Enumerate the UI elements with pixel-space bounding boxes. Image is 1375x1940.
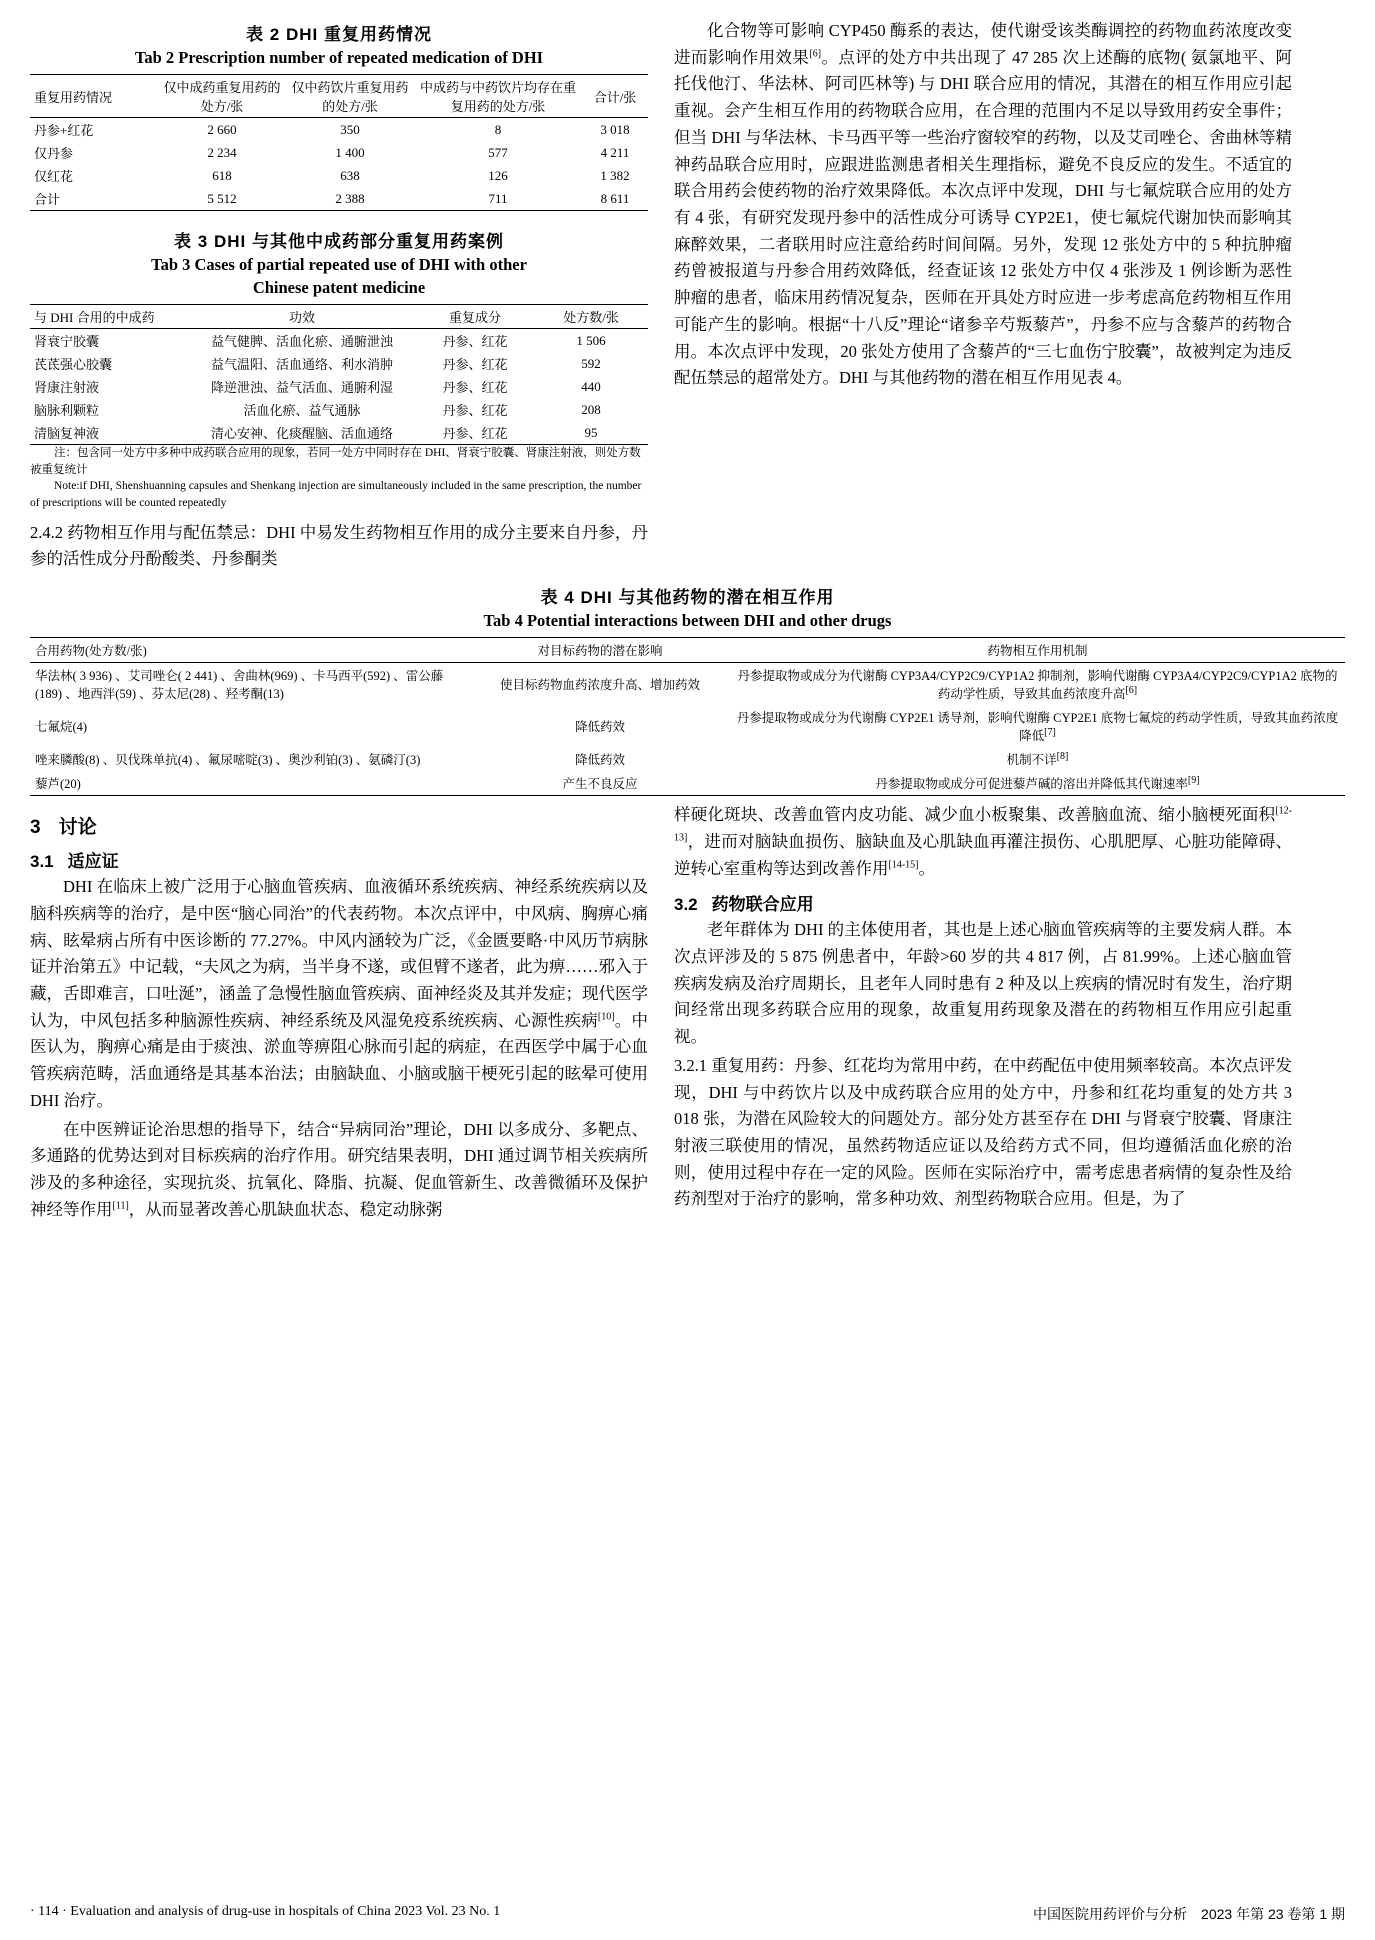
table4-header-cell: 对目标药物的潜在影响 bbox=[470, 638, 730, 663]
table-row bbox=[30, 329, 648, 353]
table4-cell-effect: 使目标药物血药浓度升高、增加药效 bbox=[499, 678, 700, 693]
table3-block bbox=[30, 227, 648, 512]
table2-cell: 4 211 bbox=[600, 144, 630, 160]
table4-cell-mechanism: 丹参提取物或成分可促进藜芦碱的溶出并降低其代谢速率[9] bbox=[875, 774, 1200, 792]
table2-cell: 126 bbox=[488, 167, 508, 183]
table4-title-cn: 表 4 DHI 与其他药物的潜在相互作用 bbox=[540, 588, 835, 608]
two-column-layout bbox=[30, 18, 1345, 573]
heading-combination bbox=[674, 890, 1292, 915]
table2-cell: 3 018 bbox=[600, 121, 630, 137]
table2-cell: 8 bbox=[494, 121, 502, 137]
heading-indication bbox=[30, 847, 648, 872]
section-242-paragraph bbox=[30, 520, 648, 573]
table3-cell: 活血化瘀、益气通脉 bbox=[243, 403, 361, 418]
table2-cell: 2 660 bbox=[207, 121, 237, 137]
table2-header-cell: 重复用药情况 bbox=[30, 75, 158, 118]
left-column bbox=[30, 18, 648, 573]
section-242 bbox=[30, 520, 648, 573]
table2-header-cell: 合计/张 bbox=[582, 75, 648, 118]
table3-cell: 丹参、红花 bbox=[442, 403, 508, 418]
table-row bbox=[30, 705, 1345, 747]
page-footer bbox=[30, 1904, 1345, 1924]
footer-right: 中国医院用药评价与分析 2023 年第 23 卷第 1 期 bbox=[1033, 1906, 1345, 1922]
right-top-block bbox=[674, 18, 1292, 392]
table2-cell: 618 bbox=[212, 167, 232, 183]
table3-header-cell: 与 DHI 合用的中成药 bbox=[30, 305, 188, 329]
right-column bbox=[674, 18, 1292, 392]
table4-title-en: Tab 4 Potential interactions between DHI and other drugs bbox=[483, 611, 892, 631]
discussion-paragraph-3: 老年群体为 DHI 的主体使用者，其也是上述心脑血管疾病等的主要发病人群。本次点评涉及的 5 875 例患者中，年龄>60 岁的共 4 817 例，占 81.99%。上述心脑血管疾病发病及治疗周期长，且老年人同时患有 2 种及以上疾病的情况时有发生，治疗期间经常出现多药联合应用的现象，故重复用药现象及潜在的药物相互作用应引起重视。 bbox=[674, 920, 1292, 1047]
heading-indication-text: 适应证 bbox=[67, 852, 119, 872]
table4-cell-effect: 产生不良反应 bbox=[562, 777, 638, 792]
table3-cell: 丹参、红花 bbox=[442, 334, 508, 349]
footer-left: · 114 · Evaluation and analysis of drug-use in hospitals of China 2023 Vol. 23 No. 1 bbox=[30, 1904, 501, 1919]
table2-cell: 350 bbox=[340, 121, 360, 137]
table4-cell-mechanism: 丹参提取物或成分为代谢酶 CYP3A4/CYP2C9/CYP1A2 抑制剂，影响代谢酶 CYP3A4/CYP2C9/CYP1A2 底物的药动学性质，导致其血药浓度升高[6] bbox=[737, 669, 1338, 702]
table-row bbox=[30, 187, 648, 211]
discussion-left-column bbox=[30, 802, 648, 1223]
table3 bbox=[30, 304, 648, 445]
table3-cell: 肾康注射液 bbox=[34, 380, 100, 395]
discussion-paragraph-2-cont: 样硬化斑块、改善血管内皮功能、减少血小板聚集、改善脑血流、缩小脑梗死面积[12-13]，进而对脑缺血损伤、脑缺血及心肌缺血再灌注损伤、心肌肥厚、心脏功能障碍、逆转心室重构等达到改善作用[14-15]。 bbox=[674, 805, 1292, 878]
discussion-paragraph-4 bbox=[674, 1053, 1292, 1213]
table3-cell: 1 506 bbox=[576, 332, 606, 348]
right-top-paragraph: 化合物等可影响 CYP450 酶系的表达，使代谢受该类酶调控的药物血药浓度改变进而影响作用效果[6]。点评的处方中共出现了 47 285 次上述酶的底物( 氨氯地平、阿托伐他汀、华法林、阿司匹林等) 与 DHI 联合应用的情况，其潜在的相互作用应引起重视。会产生相互作用的药物联合应用，在合理的范围内不足以导致用药安全事件；但当 DHI 与华法林、卡马西平等一些治疗窗较窄的药物，以及艾司唑仑、舍曲林等精神药品联合应用时，应跟进监测患者相关生理指标，避免不良反应的发生。不适宜的联合用药会使药物的治疗效果降低。本次点评中发现，DHI 与七氟烷联合应用的处方有 4 张，有研究发现丹参中的活性成分可诱导 CYP2E1，使七氟烷代谢加快而影响其麻醉效果，二者联用时应注意给药时间间隔。另外，发现 12 张处方中的 5 种抗肿瘤药曾被报道与丹参合用药效降低，经查证该 12 张处方中仅 4 张涉及 1 例诊断为恶性肿瘤的患者，临床用药情况复杂，医师在开具处方时应进一步考虑高危药物相互作用可能产生的影响。根据“十八反”理论“诸参辛芍叛藜芦”，丹参不应与含藜芦的药物合用。本次点评中发现，20 张处方使用了含藜芦的“三七血伤宁胶囊”，故被判定为违反配伍禁忌的超常处方。DHI 与其他药物的潜在相互作用见表 4。 bbox=[674, 21, 1293, 388]
table2 bbox=[30, 74, 648, 211]
table2-cell: 合计 bbox=[34, 192, 61, 207]
table3-note-en: Note:if DHI, Shenshuanning capsules and Shenkang injection are simultaneously included in the same prescription, the number of prescriptions will be counted repeatedly bbox=[30, 480, 642, 510]
table2-title-cn: 表 2 DHI 重复用药情况 bbox=[246, 25, 432, 44]
table3-cell: 丹参、红花 bbox=[442, 380, 508, 395]
table3-header-cell: 处方数/张 bbox=[534, 305, 648, 329]
table3-note-cn: 注：包含同一处方中多种中成药联合应用的现象，若同一处方中同时存在 DHI、肾衰宁胶囊、肾康注射液，则处方数被重复统计 bbox=[30, 447, 641, 476]
table-row bbox=[30, 352, 648, 375]
table3-cell: 208 bbox=[581, 401, 601, 417]
table2-header-cell: 仅中成药重复用药的处方/张 bbox=[158, 75, 286, 118]
table3-cell: 芪茋强心胶囊 bbox=[34, 357, 113, 372]
table2-cell: 仅红花 bbox=[34, 169, 74, 184]
table3-header-cell: 功效 bbox=[188, 305, 416, 329]
table3-cell: 清脑复神液 bbox=[34, 426, 100, 441]
table2-block bbox=[30, 20, 648, 211]
table2-cell: 丹参+红花 bbox=[34, 123, 94, 138]
table2-cell: 2 234 bbox=[207, 144, 237, 160]
table3-cell: 440 bbox=[581, 378, 601, 394]
heading-discussion bbox=[30, 812, 648, 839]
table2-cell: 5 512 bbox=[207, 190, 237, 206]
table4-cell-drugs: 七氟烷(4) bbox=[35, 720, 88, 735]
table3-cell: 清心安神、化痰醒脑、活血通络 bbox=[210, 426, 393, 441]
table3-title-cn: 表 3 DHI 与其他中成药部分重复用药案例 bbox=[174, 232, 504, 251]
table2-cell: 577 bbox=[488, 144, 508, 160]
table-row bbox=[30, 747, 1345, 771]
table-row bbox=[30, 118, 648, 142]
table2-cell: 2 388 bbox=[335, 190, 365, 206]
table3-cell: 降逆泄浊、益气活血、通腑利湿 bbox=[210, 380, 393, 395]
heading-discussion-number: 3 bbox=[30, 817, 41, 839]
table3-title-en-line2: Chinese patent medicine bbox=[252, 278, 426, 297]
heading-combination-text: 药物联合应用 bbox=[711, 895, 814, 915]
table3-cell: 益气健脾、活血化瘀、通腑泄浊 bbox=[210, 334, 393, 349]
table-row bbox=[30, 141, 648, 164]
table-row bbox=[30, 398, 648, 421]
table3-cell: 592 bbox=[581, 355, 601, 371]
table4-cell-drugs: 藜芦(20) bbox=[35, 777, 81, 792]
table4-cell-drugs: 华法林( 3 936) 、艾司唑仑( 2 441) 、舍曲林(969) 、卡马西平(592) 、雷公藤(189) 、地西泮(59) 、芬太尼(28) 、羟考酮(13) bbox=[35, 669, 444, 702]
section-242-text: DHI 中易发生药物相互作用的成分主要来自丹参，丹参的活性成分丹酚酸类、丹参酮类 bbox=[30, 522, 649, 569]
table3-cell: 丹参、红花 bbox=[442, 426, 508, 441]
heading-discussion-text: 讨论 bbox=[58, 817, 97, 839]
table3-cell: 脑脉利颗粒 bbox=[34, 403, 100, 418]
table4-cell-drugs: 唑来膦酸(8) 、贝伐珠单抗(4) 、氟尿嘧啶(3) 、奥沙利铂(3) 、氨磷汀(3) bbox=[35, 753, 421, 768]
heading-repeat-medication: 3.2.1 重复用药： bbox=[674, 1055, 795, 1075]
table3-title-en-line1: Tab 3 Cases of partial repeated use of DHI with other bbox=[151, 255, 527, 274]
table3-header-cell: 重复成分 bbox=[416, 305, 534, 329]
table2-cell: 仅丹参 bbox=[34, 146, 74, 161]
table3-cell: 肾衰宁胶囊 bbox=[34, 334, 100, 349]
table4-cell-mechanism: 机制不详[8] bbox=[1006, 750, 1069, 768]
table-row bbox=[30, 663, 1345, 706]
table2-header-cell: 仅中药饮片重复用药的处方/张 bbox=[286, 75, 414, 118]
heading-indication-number: 3.1 bbox=[30, 852, 54, 872]
table-row bbox=[30, 375, 648, 398]
section-242-heading: 2.4.2 药物相互作用与配伍禁忌： bbox=[30, 522, 267, 542]
table4-block bbox=[30, 583, 1345, 796]
table2-cell: 638 bbox=[340, 167, 360, 183]
table2-cell: 711 bbox=[488, 190, 508, 206]
heading-combination-number: 3.2 bbox=[674, 895, 698, 915]
table3-cell: 丹参、红花 bbox=[442, 357, 508, 372]
table2-cell: 1 382 bbox=[600, 167, 630, 183]
table-row bbox=[30, 164, 648, 187]
table4 bbox=[30, 637, 1345, 796]
table-row bbox=[30, 771, 1345, 796]
discussion-paragraph-1: DHI 在临床上被广泛用于心脑血管疾病、血液循环系统疾病、神经系统疾病以及脑科疾病等的治疗，是中医“脑心同治”的代表药物。本次点评中，中风病、胸痹心痛病、眩晕病占所有中医诊断的 77.27%。中风内涵较为广泛，《金匮要略·中风历节病脉证并治第五》中记载，“夫风之为病，当半身不遂，或但臂不遂者，此为痹……邪入于藏，舌即难言，口吐涎”，涵盖了急慢性脑血管疾病、面神经炎及其并发症；现代医学认为，中风包括多种脑源性疾病、神经系统及风湿免疫系统疾病、心源性疾病[10]。中医认为，胸痹心痛是由于痰浊、淤血等痹阻心脉而引起的病症，在西医学中属于心血管疾病范畴，活血通络是其基本治法；由脑缺血、小脑或脑干梗死引起的眩晕可使用 DHI 治疗。 bbox=[30, 877, 649, 1110]
discussion-paragraph-2: 在中医辨证论治思想的指导下，结合“异病同治”理论，DHI 以多成分、多靶点、多通路的优势达到对目标疾病的治疗作用。研究结果表明，DHI 通过调节相关疾病所涉及的多种途径，实现抗炎、抗氧化、降脂、抗凝、促血管新生、改善微循环及保护神经等作用[11]，从而显著改善心肌缺血状态、稳定动脉粥 bbox=[30, 1119, 648, 1219]
table2-cell: 8 611 bbox=[600, 190, 630, 206]
table4-header-cell: 药物相互作用机制 bbox=[730, 638, 1345, 663]
discussion-right-column bbox=[674, 802, 1292, 1213]
table4-cell-effect: 降低药效 bbox=[574, 753, 625, 768]
table2-cell: 1 400 bbox=[335, 144, 365, 160]
table3-cell: 95 bbox=[584, 424, 598, 440]
table4-header-cell: 合用药物(处方数/张) bbox=[30, 638, 470, 663]
table-row bbox=[30, 421, 648, 445]
discussion-paragraph-4-text: 丹参、红花均为常用中药，在中药配伍中使用频率较高。本次点评发现，DHI 与中药饮片以及中成药联合应用的处方中，丹参和红花均重复的处方共 3 018 张，为潜在风险较大的问题处方。部分处方甚至存在 DHI 与肾衰宁胶囊、肾康注射液三联使用的情况，虽然药物适应证以及给药方式不同，但均遵循活血化瘀的治则，使用过程中存在一定的风险。医师在实际治疗中，需考虑患者病情的复杂性及给药剂型对于治疗的影响，常多种功效、剂型药物联合应用。但是，为了 bbox=[674, 1055, 1293, 1209]
table4-cell-mechanism: 丹参提取物或成分为代谢酶 CYP2E1 诱导剂，影响代谢酶 CYP2E1 底物七氟烷的药动学性质，导致其血药浓度降低[7] bbox=[736, 711, 1339, 744]
table4-cell-effect: 降低药效 bbox=[574, 720, 625, 735]
table3-cell: 益气温阳、活血通络、利水消肿 bbox=[210, 357, 393, 372]
discussion-columns bbox=[30, 802, 1345, 1223]
table2-title-en: Tab 2 Prescription number of repeated medication of DHI bbox=[134, 48, 544, 67]
table2-header-cell: 中成药与中药饮片均存在重复用药的处方/张 bbox=[414, 75, 582, 118]
